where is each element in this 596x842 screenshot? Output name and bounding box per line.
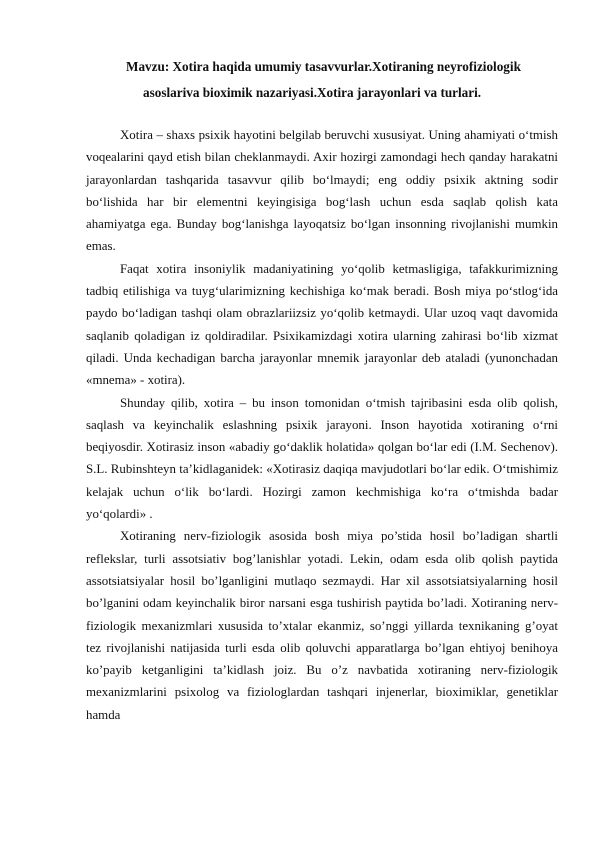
paragraph-1: Xotira – shaxs psixik hayotini belgilab beruvchi xususiyat. Uning ahamiyati o‘tmish voqealarini qayd etish bilan cheklanmaydi. Axir hozirgi zamondagi hech qanday harakatni jarayonlardan tashqarida tasavvur qilib bo‘lmaydi; eng oddiy psixik aktning sodir bo‘lishida har bir elementni keyingisiga bog‘lash uchun esda saqlab qolish kata ahamiyatga ega. Bunday bog‘lanishga layoqatsiz bo‘lgan insonning rivojlanishi mumkin emas.: [86, 128, 558, 254]
document-body: [86, 124, 558, 726]
paragraph-4: Xotiraning nerv-fiziologik asosida bosh miya po’stida hosil bo’ladigan shartli reflekslar, turli assotsiativ bog’lanishlar yotadi. Lekin, odam esda olib qolish paytida assotsiatsiyalar hosil bo’lganligini mutlaqo sezmaydi. Har xil assotsiatsiyalarning hosil bo’lganini odam keyinchalik biror narsani esga tushirish paytida bo’ladi. Xotiraning nerv-fiziologik mexanizmlari xususida to’xtalar ekanmiz, so’nggi yillarda texnikaning g’oyat tez rivojlanishi natijasida turli esda olib qoluvchi apparatlarga bo’lgan ehtiyoj benihoya ko’payib ketganligini ta’kidlash joiz. Bu o’z navbatida xotiraning nerv-fiziologik mexanizmlarini psixolog va fiziologlardan tashqari injenerlar, bioximiklar, genetiklar hamda: [86, 529, 558, 722]
paragraph-2: Faqat xotira insoniylik madaniyatining yo‘qolib ketmasligiga, tafakkurimizning tadbiq etilishiga va tuyg‘ularimizning kechishiga ko‘mak beradi. Bosh miya po‘stlog‘ida paydo bo‘ladigan tashqi olam obrazlariizsiz yo‘qolib ketmaydi. Ular uzoq vaqt davomida saqlanib qoladigan iz qoldiradilar. Psixikamizdagi xotira ularning zahirasi bo‘lib xizmat qiladi. Unda kechadigan barcha jarayonlar mnemik jarayonlar deb ataladi (yunonchadan «mnema» - xotira).: [86, 261, 558, 388]
document-title-line-1: Mavzu: Xotira haqida umumiy tasavvurlar.Xotiraning neyrofiziologik: [126, 59, 521, 74]
paragraph-3: Shunday qilib, xotira – bu inson tomonidan o‘tmish tajribasini esda olib qolish, saqlash va keyinchalik eslashning psixik jarayoni. Inson hayotida xotiraning o‘rni beqiyosdir. Xotirasiz inson «abadiy go‘daklik holatida» qolgan bo‘lar edi (I.M. Sechenov). S.L. Rubinshteyn ta’kidlaganidek: «Xotirasiz daqiqa mavjudotlari bo‘lar edik. O‘tmishimiz kelajak uchun o‘lik bo‘lardi. Hozirgi zamon kechmishiga ko‘ra o‘tmishda badar yo‘qolardi» .: [86, 395, 558, 522]
document-title-line-2: asoslariva bioximik nazariyasi.Xotira jarayonlari va turlari.: [143, 85, 482, 100]
